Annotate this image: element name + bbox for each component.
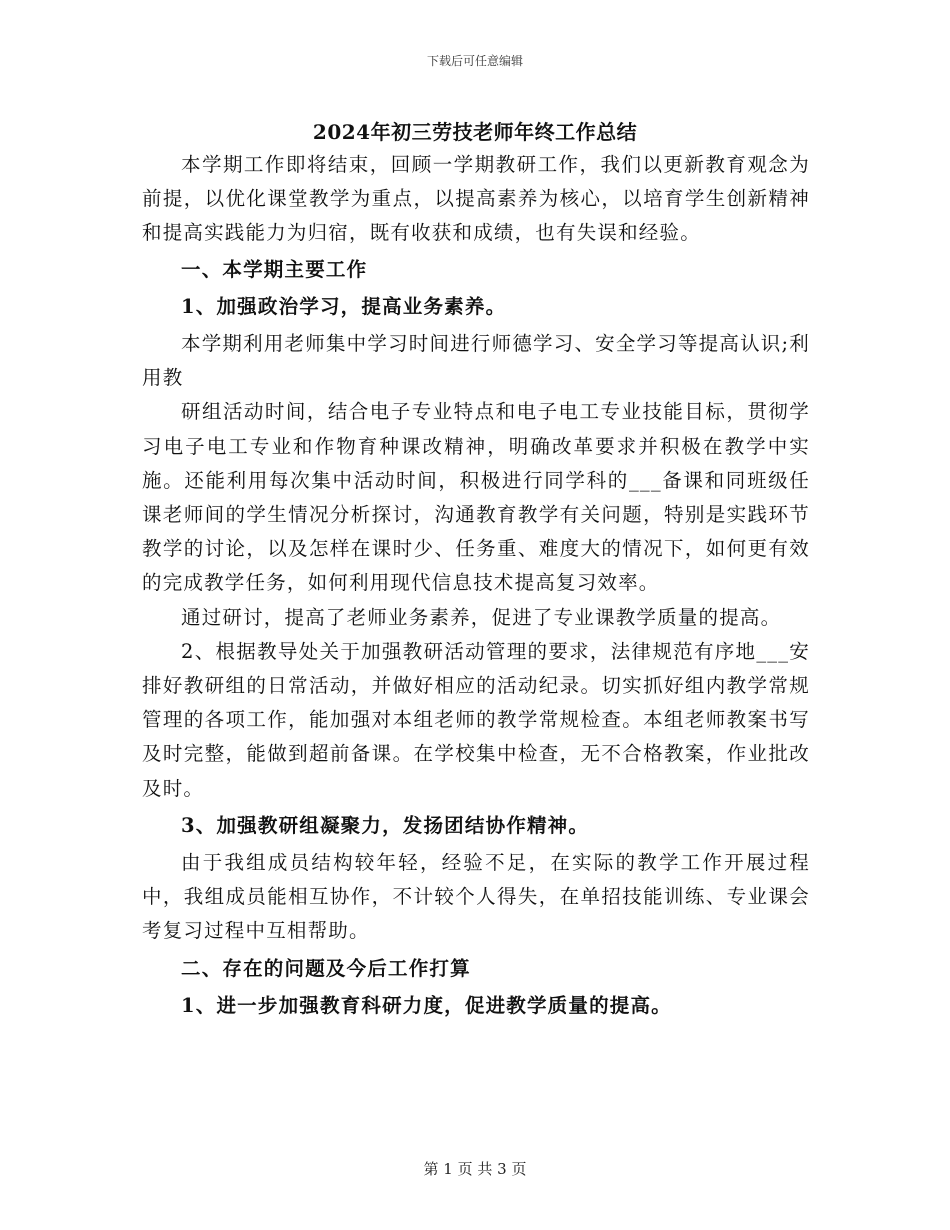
paragraph-teaching-routine: 2、根据教导处关于加强教研活动管理的要求，法律规范有序地___安排好教研组的日常活动，并做好相应的活动纪录。切实抓好组内教学常规管理的各项工作，能加强对本组老师的教学常规检查。本组老师教案书写及时完整，能做到超前备课。在学校集中检查，无不合格教案，作业批改及时。: [142, 639, 810, 800]
subheading-research-strength: 1、进一步加强教育科研力度，促进教学质量的提高。: [181, 993, 672, 1017]
paragraph-research-result: 通过研讨，提高了老师业务素养，促进了专业课教学质量的提高。: [181, 605, 782, 629]
paragraph-research-activity: 研组活动时间，结合电子专业特点和电子电工专业技能目标，贯彻学习电子电工专业和作物育种课改精神，明确改革要求并积极在教学中实施。还能利用每次集中活动时间，积极进行同学科的___备课和同班级任课老师间的学生情况分析探讨，沟通教育教学有关问题，特别是实践环节教学的讨论，以及怎样在课时少、任务重、难度大的情况下，如何更有效的完成教学任务，如何利用现代信息技术提高复习效率。: [142, 400, 810, 595]
section-heading-problems: 二、存在的问题及今后工作打算: [181, 956, 471, 980]
document-title: 2024年初三劳技老师年终工作总结: [312, 120, 638, 144]
header-note: 下载后可任意编辑: [426, 54, 523, 68]
paragraph-team-cooperation: 由于我组成员结构较年轻，经验不足，在实际的教学工作开展过程中，我组成员能相互协作，不计较个人得失，在单招技能训练、专业课会考复习过程中互相帮助。: [142, 851, 810, 943]
paragraph-study-time: 本学期利用老师集中学习时间进行师德学习、安全学习等提高认识;利用教: [142, 332, 810, 390]
document-body: [142, 148, 810, 1026]
intro-paragraph: 本学期工作即将结束，回顾一学期教研工作，我们以更新教育观念为前提，以优化课堂教学为重点，以提高素养为核心，以培育学生创新精神和提高实践能力为归宿，既有收获和成绩，也有失误和经验。: [142, 153, 810, 245]
page-footer: 第 1 页 共 3 页: [423, 1160, 527, 1178]
subheading-political-study: 1、加强政治学习，提高业务素养。: [181, 294, 507, 318]
section-heading-main-work: 一、本学期主要工作: [181, 257, 368, 281]
subheading-team-cohesion: 3、加强教研组凝聚力，发扬团结协作精神。: [181, 813, 590, 837]
